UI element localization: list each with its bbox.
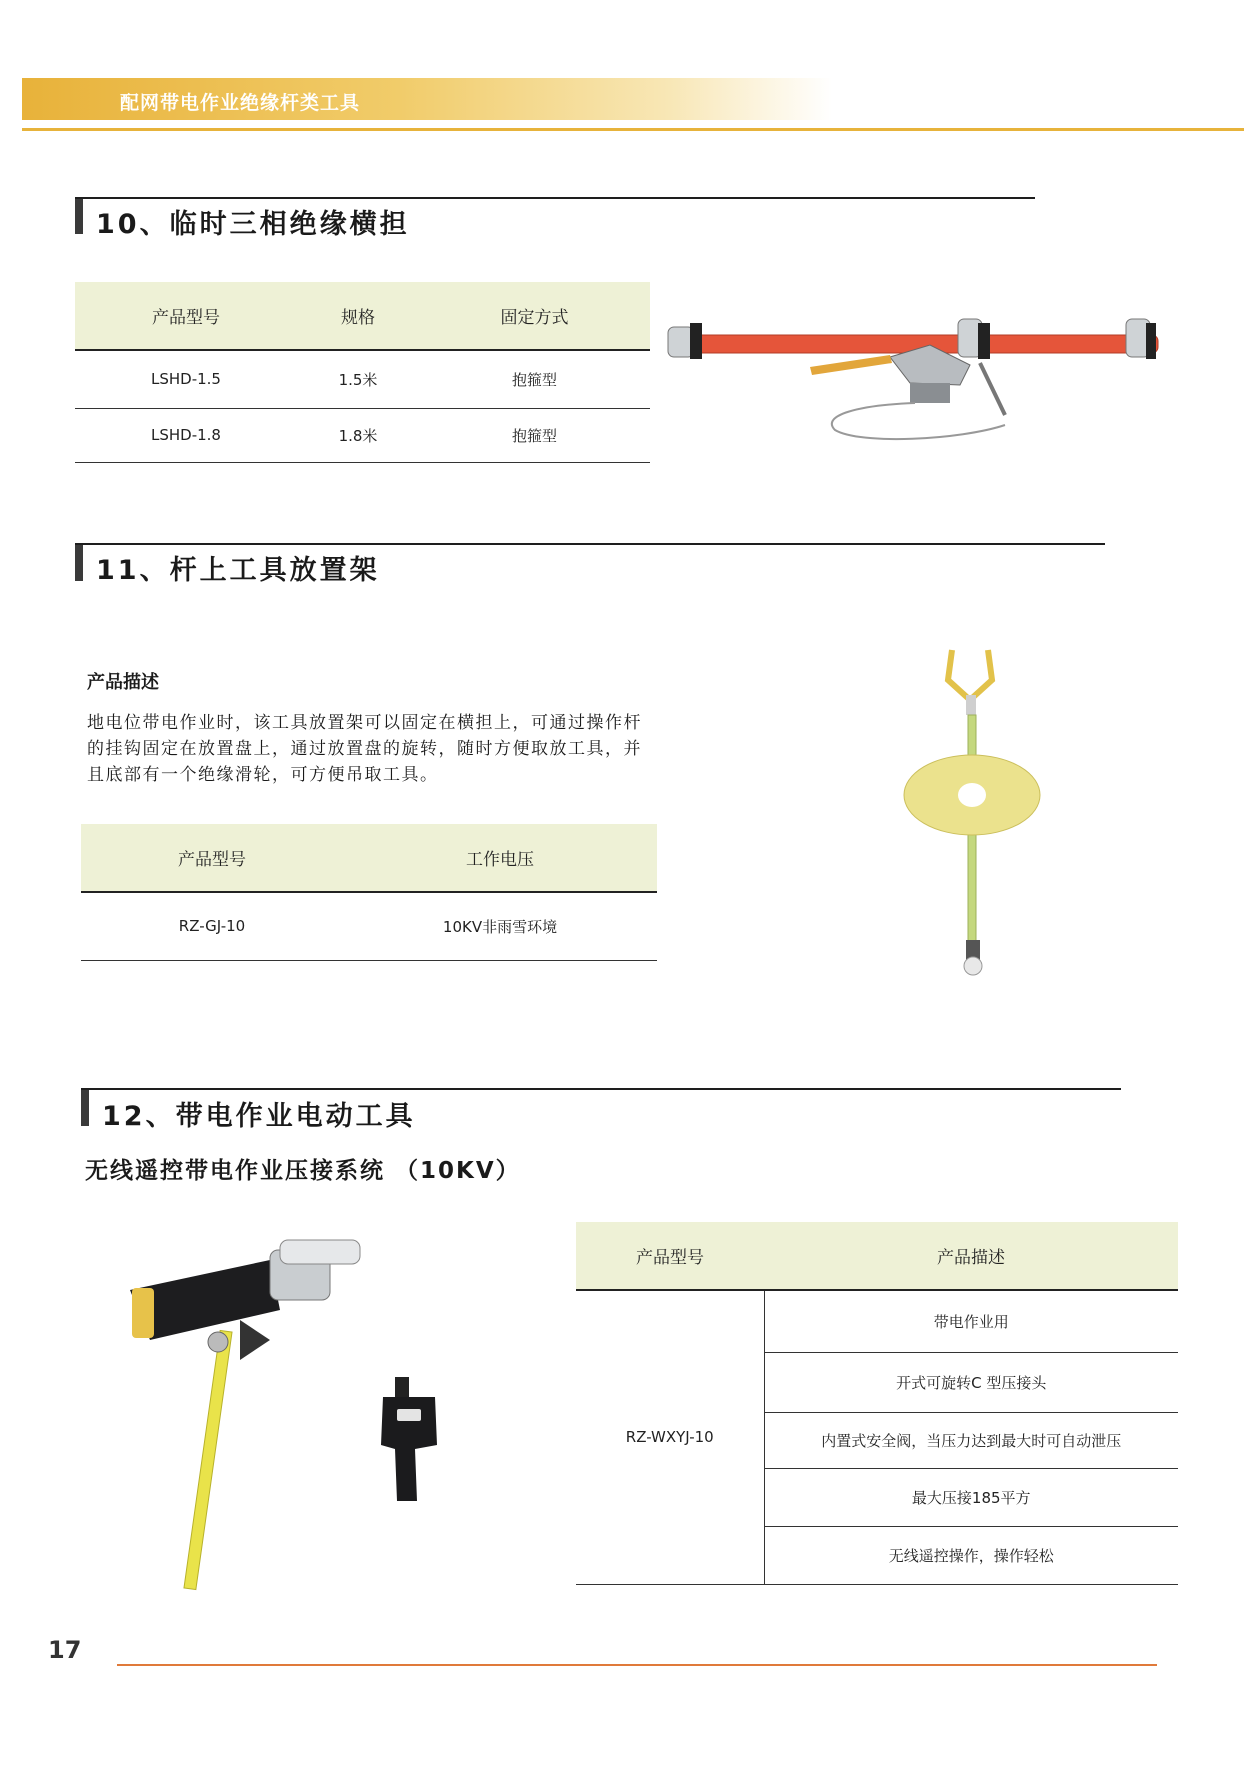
header-divider [22,128,1244,131]
description-line: 的挂钩固定在放置盘上，通过放置盘的旋转，随时方便取放工具，并 [87,739,642,759]
col-model: 产品型号 [81,824,343,892]
cell-model: RZ-GJ-10 [81,892,343,960]
table-row [81,892,657,960]
cell-model: RZ-WXYJ-10 [576,1290,764,1584]
footer-rule [117,1664,1157,1666]
section-12-marker [81,1090,89,1126]
col-fixing: 固定方式 [419,282,650,350]
cell-spec: 1.8米 [297,408,419,462]
cell-fixing: 抱箍型 [419,408,650,462]
col-spec: 规格 [297,282,419,350]
section-10-title: 10、临时三相绝缘横担 [96,209,410,240]
table-row [576,1290,1178,1352]
section-11-marker [75,545,83,581]
cell-model: LSHD-1.5 [75,350,297,408]
cell-fixing: 抱箍型 [419,350,650,408]
product-subtitle: 无线遥控带电作业压接系统 （10KV） [85,1158,521,1184]
section-11-rule [75,543,1105,545]
section-12-rule [81,1088,1121,1090]
product-description-label: 产品描述 [87,672,159,693]
table-row [75,408,650,462]
col-model: 产品型号 [75,282,297,350]
crossarm-illustration [660,305,1180,465]
section-10-marker [75,198,83,234]
col-voltage: 工作电压 [343,824,657,892]
cell-feature: 内置式安全阀，当压力达到最大时可自动泄压 [764,1412,1178,1468]
cell-feature: 带电作业用 [764,1290,1178,1352]
cell-spec: 1.5米 [297,350,419,408]
description-line: 且底部有一个绝缘滑轮，可方便吊取工具。 [87,765,439,785]
crimping-system-spec-table [576,1222,1178,1585]
table-row [75,350,650,408]
cell-voltage: 10KV非雨雪环境 [343,892,657,960]
section-10-rule [75,197,1035,199]
crossarm-spec-table [75,282,650,463]
col-description: 产品描述 [764,1222,1178,1290]
cell-feature: 开式可旋转C 型压接头 [764,1352,1178,1412]
cell-feature: 无线遥控操作，操作轻松 [764,1526,1178,1584]
header-title: 配网带电作业绝缘杆类工具 [120,92,361,114]
page-number: 17 [48,1636,82,1664]
description-line: 地电位带电作业时，该工具放置架可以固定在横担上，可通过操作杆 [87,713,642,733]
tool-rack-spec-table [81,824,657,961]
col-model: 产品型号 [576,1222,764,1290]
tool-rack-illustration [900,640,1050,980]
cell-feature: 最大压接185平方 [764,1468,1178,1526]
section-12-title: 12、带电作业电动工具 [102,1101,416,1132]
remote-control-illustration [375,1375,455,1505]
product-description-text [87,710,707,788]
cell-model: LSHD-1.8 [75,408,297,462]
section-11-title: 11、杆上工具放置架 [96,555,380,586]
